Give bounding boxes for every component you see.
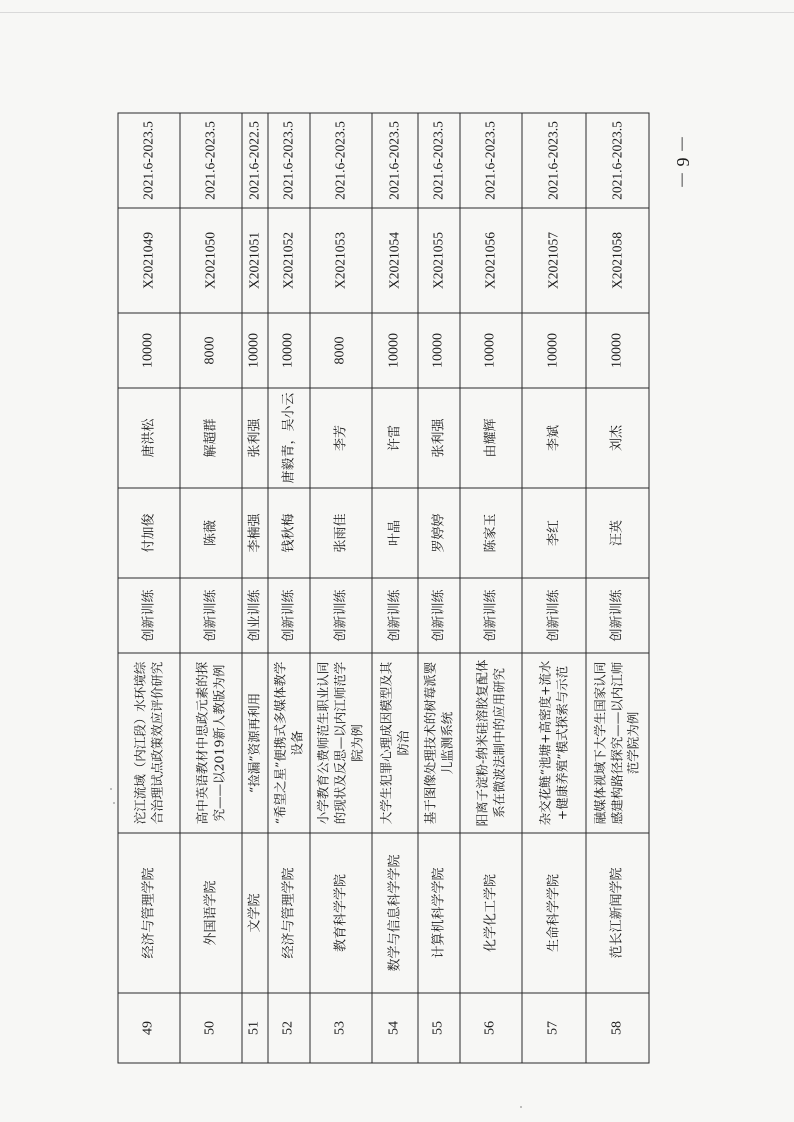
table-row — [586, 113, 649, 1063]
table-row — [372, 113, 418, 1063]
project-leader: 叶晶 — [372, 488, 418, 578]
funding: 10000 — [522, 313, 586, 388]
project-leader: 陈家玉 — [460, 488, 522, 578]
project-period: 2021.6-2023.5 — [586, 113, 649, 208]
rotated-table-wrapper — [117, 113, 648, 1063]
project-type: 创新训练 — [372, 578, 418, 653]
project-period: 2021.6-2023.5 — [522, 113, 586, 208]
row-number: 58 — [586, 993, 649, 1063]
project-period: 2021.6-2022.5 — [242, 113, 268, 208]
college: 经济与管理学院 — [118, 833, 180, 993]
project-id: X2021057 — [522, 208, 586, 313]
project-id: X2021053 — [310, 208, 372, 313]
project-period: 2021.6-2023.5 — [118, 113, 180, 208]
table-row — [268, 113, 310, 1063]
project-id: X2021056 — [460, 208, 522, 313]
row-number: 57 — [522, 993, 586, 1063]
advisor: 张利强 — [418, 388, 460, 488]
project-period: 2021.6-2023.5 — [460, 113, 522, 208]
project-title: 融媒体视域下大学生国家认同感建构路径探究——以内江师范学院为例 — [586, 653, 649, 833]
row-number: 56 — [460, 993, 522, 1063]
project-title: 杂交花鲢“池塘+高密度+流水+健康养殖”模式探索与示范 — [522, 653, 586, 833]
project-type: 创新训练 — [180, 578, 242, 653]
project-type: 创新训练 — [310, 578, 372, 653]
funding: 10000 — [268, 313, 310, 388]
table-row — [460, 113, 522, 1063]
project-title: 大学生犯罪心理成因模型及其防治 — [372, 653, 418, 833]
funding: 10000 — [586, 313, 649, 388]
funding: 10000 — [118, 313, 180, 388]
advisor: 唐毅青，吴小云 — [268, 388, 310, 488]
page-number: － 9 － — [673, 135, 693, 189]
project-leader: 汪英 — [586, 488, 649, 578]
table-body — [118, 113, 649, 1063]
project-period: 2021.6-2023.5 — [268, 113, 310, 208]
funding: 10000 — [460, 313, 522, 388]
project-type: 创新训练 — [460, 578, 522, 653]
table-row — [310, 113, 372, 1063]
project-leader: 李红 — [522, 488, 586, 578]
project-title: 小学教育公费师范生职业认同的现状及反思—以内江师范学院为例 — [310, 653, 372, 833]
project-id: X2021051 — [242, 208, 268, 313]
advisor: 李斌 — [522, 388, 586, 488]
project-id: X2021050 — [180, 208, 242, 313]
project-title: 基于图像处理技术的树莓派婴儿监测系统 — [418, 653, 460, 833]
project-leader: 付加俊 — [118, 488, 180, 578]
project-title: 沱江流域（内江段）水环境综合治理试点政策效应评价研究 — [118, 653, 180, 833]
scan-speck — [110, 788, 112, 790]
project-leader: 钱秋梅 — [268, 488, 310, 578]
college: 文学院 — [242, 833, 268, 993]
college: 范长江新闻学院 — [586, 833, 649, 993]
row-number: 50 — [180, 993, 242, 1063]
advisor: 唐洪松 — [118, 388, 180, 488]
funding: 8000 — [180, 313, 242, 388]
project-type: 创业训练 — [242, 578, 268, 653]
project-type: 创新训练 — [268, 578, 310, 653]
project-period: 2021.6-2023.5 — [418, 113, 460, 208]
row-number: 51 — [242, 993, 268, 1063]
project-period: 2021.6-2023.5 — [180, 113, 242, 208]
funding: 10000 — [242, 313, 268, 388]
row-number: 49 — [118, 993, 180, 1063]
row-number: 55 — [418, 993, 460, 1063]
project-period: 2021.6-2023.5 — [310, 113, 372, 208]
table-row — [180, 113, 242, 1063]
scan-speck — [113, 802, 115, 804]
advisor: 张利强 — [242, 388, 268, 488]
funding: 8000 — [310, 313, 372, 388]
scan-speck — [520, 1106, 522, 1108]
college: 经济与管理学院 — [268, 833, 310, 993]
project-title: “捡漏”资源再利用 — [242, 653, 268, 833]
project-type: 创新训练 — [586, 578, 649, 653]
project-title: 高中英语教材中思政元素的探究——以2019新人教版为例 — [180, 653, 242, 833]
advisor: 李芳 — [310, 388, 372, 488]
table-row — [418, 113, 460, 1063]
project-id: X2021058 — [586, 208, 649, 313]
project-title: 阳离子淀粉-纳米硅溶胶复配体系在微波法制中的应用研究 — [460, 653, 522, 833]
college: 计算机科学学院 — [418, 833, 460, 993]
project-leader: 罗婷婷 — [418, 488, 460, 578]
project-table — [117, 112, 649, 1063]
row-number: 52 — [268, 993, 310, 1063]
advisor: 许雷 — [372, 388, 418, 488]
page-top-rule — [0, 12, 794, 13]
table-row — [522, 113, 586, 1063]
college: 数学与信息科学学院 — [372, 833, 418, 993]
project-id: X2021049 — [118, 208, 180, 313]
advisor: 解超群 — [180, 388, 242, 488]
project-id: X2021052 — [268, 208, 310, 313]
project-leader: 张雨佳 — [310, 488, 372, 578]
college: 化学化工学院 — [460, 833, 522, 993]
table-row — [242, 113, 268, 1063]
project-type: 创新训练 — [522, 578, 586, 653]
project-id: X2021055 — [418, 208, 460, 313]
row-number: 53 — [310, 993, 372, 1063]
project-id: X2021054 — [372, 208, 418, 313]
college: 教育科学学院 — [310, 833, 372, 993]
row-number: 54 — [372, 993, 418, 1063]
funding: 10000 — [372, 313, 418, 388]
funding: 10000 — [418, 313, 460, 388]
project-type: 创新训练 — [418, 578, 460, 653]
project-period: 2021.6-2023.5 — [372, 113, 418, 208]
project-leader: 陈薇 — [180, 488, 242, 578]
college: 外国语学院 — [180, 833, 242, 993]
project-title: “希望之星”便携式多媒体教学设备 — [268, 653, 310, 833]
advisor: 由耀辉 — [460, 388, 522, 488]
advisor: 刘杰 — [586, 388, 649, 488]
project-leader: 李楠强 — [242, 488, 268, 578]
table-row — [118, 113, 180, 1063]
project-type: 创新训练 — [118, 578, 180, 653]
college: 生命科学学院 — [522, 833, 586, 993]
